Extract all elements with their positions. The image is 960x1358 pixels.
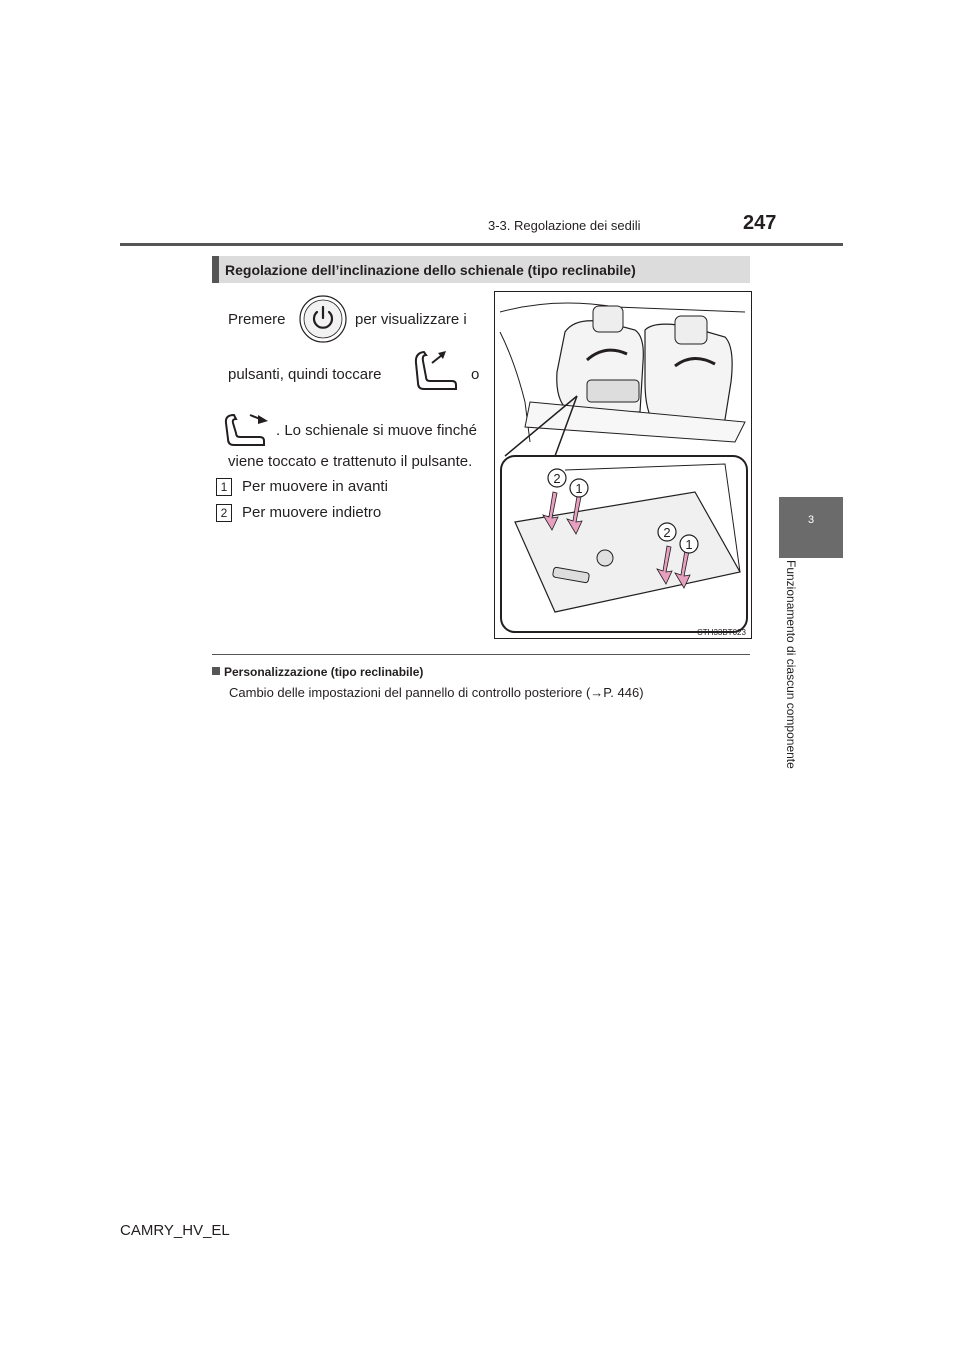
header-rule (120, 243, 843, 246)
page-number: 247 (743, 212, 777, 234)
instruction-text: viene toccato e trattenuto il pulsante. (228, 453, 473, 470)
center-knob (597, 550, 613, 566)
callout-label: 1 (685, 537, 693, 552)
step-text: Per muovere in avanti (242, 478, 388, 495)
seat-recline-backward-icon (222, 405, 274, 449)
callout-label: 1 (575, 481, 583, 496)
note-body: Cambio delle impostazioni del pannello di controllo posteriore (→P. 446) (229, 685, 644, 700)
chapter-number: 3 (807, 514, 815, 526)
instruction-text: . Lo schienale si muove finché (276, 422, 477, 439)
right-headrest (675, 316, 707, 344)
section-divider (212, 654, 750, 655)
callout-label: 2 (553, 471, 561, 486)
instruction-text: Premere (228, 311, 286, 328)
note-title-text: Personalizzazione (tipo reclinabile) (224, 665, 424, 679)
bullet-square-icon (212, 667, 220, 675)
instruction-text: pulsanti, quindi toccare (228, 366, 382, 383)
callout-label: 2 (663, 525, 671, 540)
section-heading: Regolazione dell’inclinazione dello schienale (tipo reclinabile) (225, 262, 636, 278)
step-text: Per muovere indietro (242, 504, 382, 521)
step-item (216, 478, 388, 496)
chapter-title-vertical (784, 560, 804, 800)
figure-code: CTH33BT023 (697, 628, 746, 637)
step-number: 1 (216, 478, 232, 496)
rear-seat-illustration (494, 291, 752, 639)
step-item (216, 504, 381, 522)
seat-recline-forward-icon (412, 349, 464, 393)
section-label: 3-3. Regolazione dei sedili (488, 218, 641, 233)
chapter-tab (779, 497, 843, 558)
chapter-title: Funzionamento di ciascun componente (784, 560, 798, 769)
section-heading-accent (212, 256, 219, 283)
note-title (212, 665, 423, 679)
instruction-text: o (471, 366, 480, 383)
step-number: 2 (216, 504, 232, 522)
footer-model-code: CAMRY_HV_EL (120, 1222, 230, 1239)
left-headrest (593, 306, 623, 332)
power-button-icon (298, 294, 348, 344)
armrest (587, 380, 639, 402)
instruction-text: per visualizzare i (355, 311, 467, 328)
